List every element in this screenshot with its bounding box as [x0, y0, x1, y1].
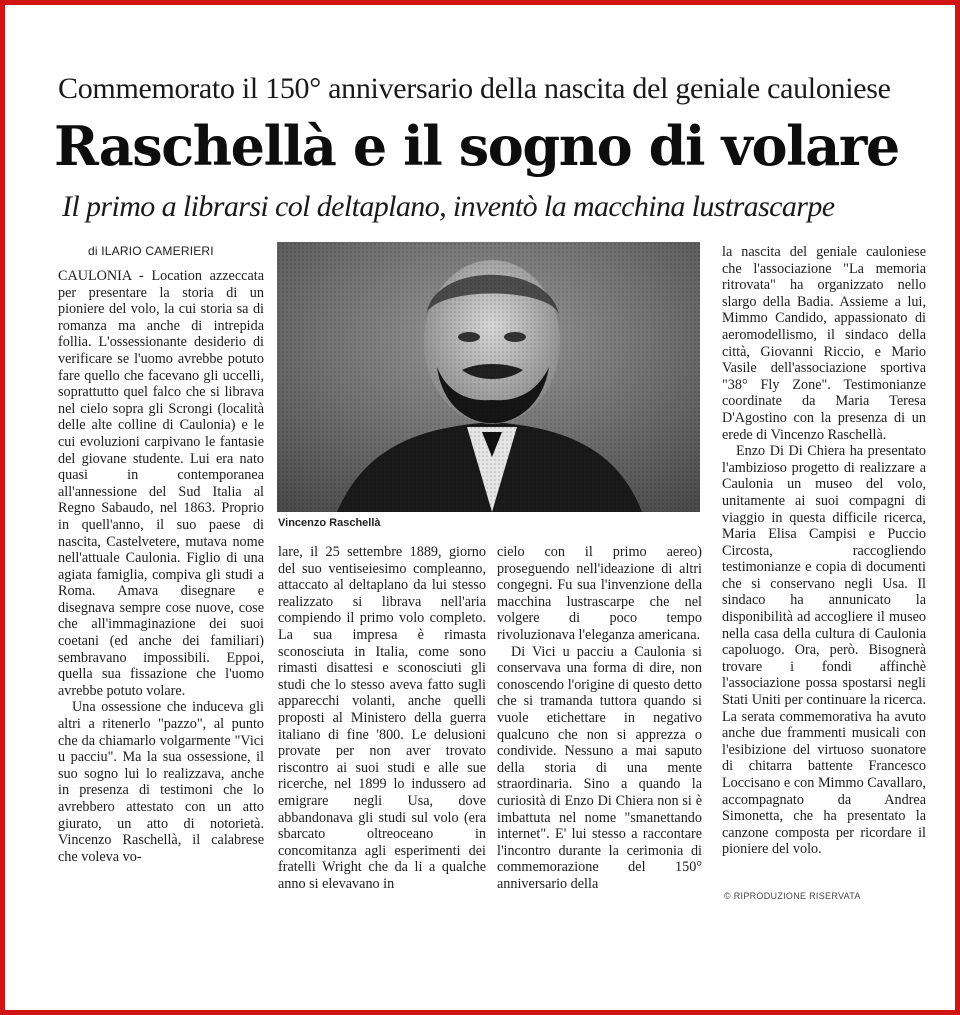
photo-caption: Vincenzo Raschellà [278, 517, 381, 529]
paragraph: Di Vici u pacciu a Caulonia si conservava una forma di dire, non conoscendo l'origine di questo detto che si tramanda tuttora quando si vuole etichettare in negativo qualcuno che non si apprezza o condivide. Nessuno a mai saputo della storia di una mente straordinaria. Sino a quando la curiosità di Enzo Di Chiera non si è imbattuta nel nome "smanettando internet". E' lui stesso a raccontare l'incontro durante la cerimonia di commemorazione del 150° anniversario della [497, 643, 702, 892]
portrait-photo [277, 242, 700, 512]
paragraph: Una ossessione che induceva gli altri a ritenerlo "pazzo", al punto che da chiamarlo volgarmente "Vici u pacciu". Ma la sua ossessione, il suo sogno lui lo realizzava, anche in presenza di testimoni che lo avrebbero attestato con un atto giurato, un atto di notorietà. Vincenzo Raschellà, il calabrese che voleva vo- [58, 699, 264, 865]
copyright-notice: © RIPRODUZIONE RISERVATA [724, 891, 861, 901]
paragraph: lare, il 25 settembre 1889, giorno del suo ventiseiesimo compleanno, attaccato al deltaplano da lui stesso realizzato si librava nell'aria compiendo il primo volo completo. La sua impresa è rimasta sconosciuta in Italia, come sono rimasti disattesi e sconosciuti gli studi che lo stesso aveva fatto sugli apparecchi volanti, anche quelli proposti al Ministero della guerra italiano di fine '800. Le delusioni provate per non aver trovato riscontro ai suoi studi e alle sue ricerche, nel 1899 lo indussero ad emigrare negli Usa, dove abbandonava gli studi sul volo (era sbarcato oltreoceano in concomitanza agli esperimenti dei fratelli Wright che da li a qualche anno si elevavano in [278, 544, 486, 892]
article-column-2 [278, 544, 486, 892]
article-column-1 [58, 268, 264, 865]
paragraph: la nascita del geniale cauloniese che l'associazione "La memoria ritrovata" ha organizzato nello slargo della Badia. Assieme a lui, Mimmo Candido, appassionato di aeromodellismo, il sindaco della città, Giovanni Riccio, e Mario Vasile dell'associazione sportiva "38° Fly Zone". Testimonianze coordinate da Maria Teresa D'Agostino con la presenza di un erede di Vincenzo Raschellà. [722, 244, 926, 443]
article-kicker: Commemorato il 150° anniversario della nascita del geniale cauloniese [58, 72, 891, 105]
portrait-image [277, 242, 700, 512]
paragraph: Enzo Di Di Chiera ha presentato l'ambizioso progetto di realizzare a Caulonia un museo del volo, unitamente ai suoi compagni di viaggio in questa difficile ricerca, Maria Elisa Campisi e Puccio Circosta, raccogliendo testimonianze e copia di documenti che si conservano negli Usa. Il sindaco ha annunicato la disponibilità ad accogliere il museo nella casa della cultura di Caulonia capoluogo. Ora, però. Bisognerà trovare i fondi affinchè l'associazione possa spostarsi negli Stati Uniti per continuare la ricerca. La serata commemorativa ha avuto anche due frammenti musicali con l'esibizione del virtuoso suonatore di chitarra battente Francesco Loccisano e con Mimmo Cavallaro, accompagnato da Andrea Simonetta, che ha presentato la canzone composta per ricordare il pioniere del volo. [722, 443, 926, 858]
article-column-3 [497, 544, 702, 892]
paragraph: cielo con il primo aereo) proseguendo nell'ideazione di altri congegni. Fu sua l'invenzione della macchina lustrascarpe che nel volgere di poco tempo rivoluzionava l'eleganza americana. [497, 544, 702, 643]
article-byline: di ILARIO CAMERIERI [88, 244, 214, 258]
article-subtitle: Il primo a librarsi col deltaplano, inventò la macchina lustrascarpe [62, 190, 835, 223]
paragraph: CAULONIA - Location azzeccata per presentare la storia di un pioniere del volo, la cui storia sa di romanza ma anche di intrepida follia. L'ossessionante desiderio di verificare se l'uomo avrebbe potuto fare quello che facevano gli uccelli, soprattutto quel falco che si librava nel cielo sopra gli Scrongi (località delle alte colline di Caulonia) e le cui evoluzioni carpivano le fantasie del giovane studente. Lui era nato quasi in contemporanea all'annessione del Sud Italia al Regno Sabaudo, nel 1863. Proprio in quell'anno, il suo paese di nascita, Castelvetere, mutava nome nell'attuale Caulonia. Figlio di una agiata famiglia, compiva gli studi a Roma. Amava disegnare e disegnava sempre cose nuove, cose che all'immaginazione dei suoi coetani (ed anche dei familiari) sembravano impossibili. Eppoi, quella sua fissazione che l'uomo avrebbe potuto volare. [58, 268, 264, 699]
article-column-4 [722, 244, 926, 858]
article-headline: Raschellà e il sogno di volare [54, 114, 899, 178]
